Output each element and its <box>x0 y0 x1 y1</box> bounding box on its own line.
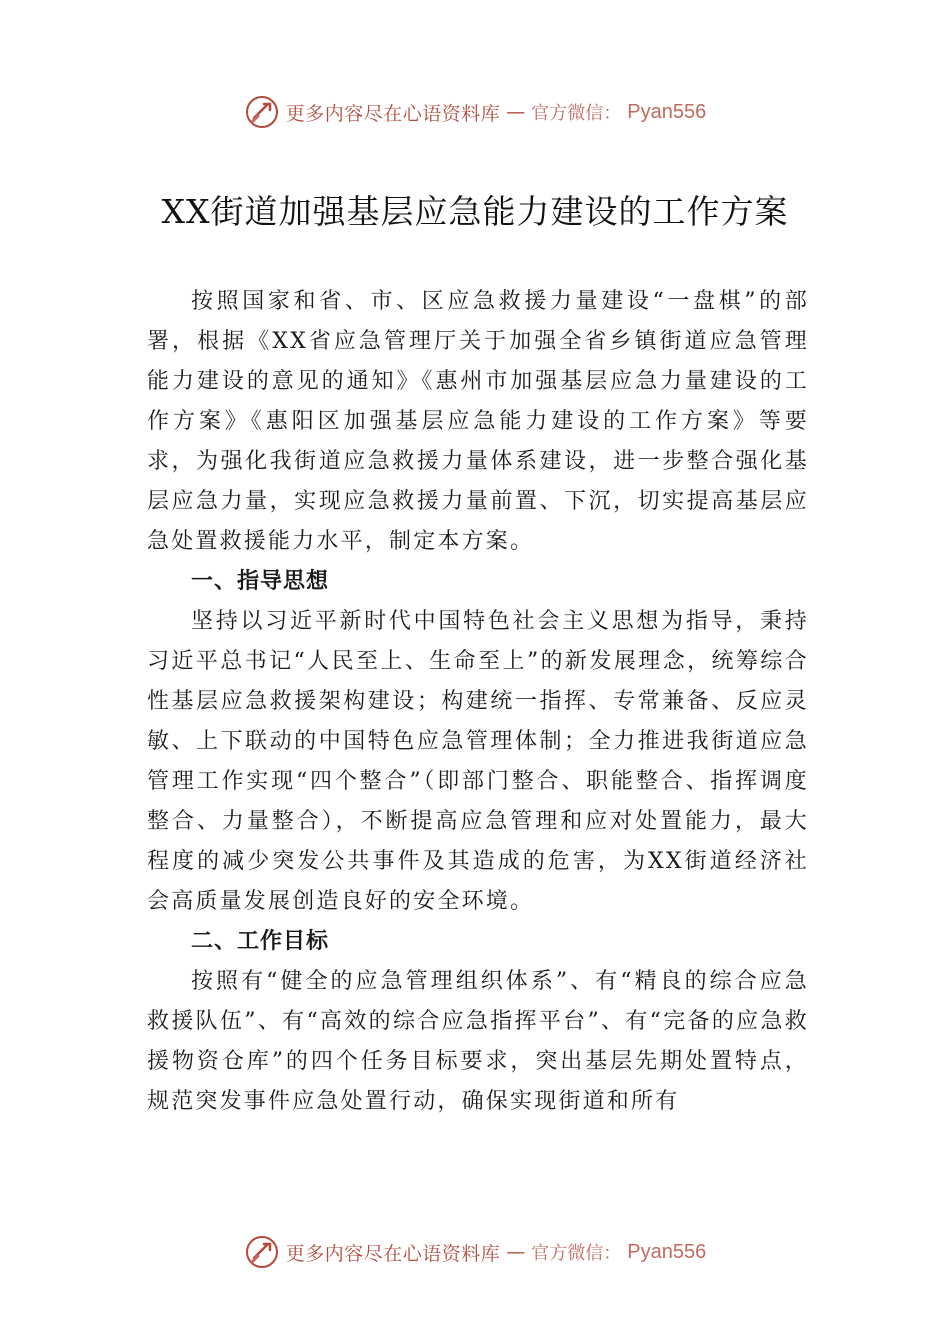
section-heading: 一、指导思想 <box>191 569 330 594</box>
intro-paragraph: 按照国家和省、市、区应急救援力量建设“一盘棋”的部署，根据《XX省应急管理厅关于加强全省乡镇街道应急管理能力建设的意见的通知》《惠州市加强基层应急力量建设的工作方案》《惠阳区加强基层应急能力建设的工作方案》等要求，为强化我街道应急救援力量体系建设，进一步整合强化基层应急力量，实现应急救援力量前置、下沉，切实提高基层应急处置救援能力水平，制定本方案。 <box>147 289 809 554</box>
logo-icon <box>244 1234 280 1270</box>
banner-wechat-label: 官方微信： <box>531 103 622 124</box>
document-body <box>147 282 809 1122</box>
banner-separator: — <box>506 101 526 123</box>
section-heading: 二、工作目标 <box>191 929 330 954</box>
section-paragraph: 坚持以习近平新时代中国特色社会主义思想为指导，秉持习近平总书记“人民至上、生命至上”的新发展理念，统筹综合性基层应急救援架构建设；构建统一指挥、专常兼备、反应灵敏、上下联动的中国特色应急管理体制；全力推进我街道应急管理工作实现“四个整合”（即部门整合、职能整合、指挥调度整合、力量整合），不断提高应急管理和应对处置能力，最大程度的减少突发公共事件及其造成的危害，为XX街道经济社会高质量发展创造良好的安全环境。 <box>147 609 809 914</box>
banner-promo-text: 更多内容尽在心语资料库 <box>285 102 501 125</box>
banner-wechat-handle: Pyan556 <box>627 1240 707 1263</box>
document-title: XX街道加强基层应急能力建设的工作方案 <box>161 192 789 231</box>
section-paragraph: 按照有“健全的应急管理组织体系”、有“精良的综合应急救援队伍”、有“高效的综合应急指挥平台”、有“完备的应急救援物资仓库”的四个任务目标要求，突出基层先期处置特点，规范突发事件应急处置行动，确保实现街道和所有 <box>147 969 809 1114</box>
footer-watermark-banner <box>0 1234 950 1270</box>
banner-promo-text: 更多内容尽在心语资料库 <box>285 1242 501 1265</box>
banner-wechat-label: 官方微信： <box>531 1243 622 1264</box>
header-watermark-banner <box>0 94 950 130</box>
banner-separator: — <box>506 1241 526 1263</box>
banner-wechat-handle: Pyan556 <box>627 100 707 123</box>
logo-icon <box>244 94 280 130</box>
